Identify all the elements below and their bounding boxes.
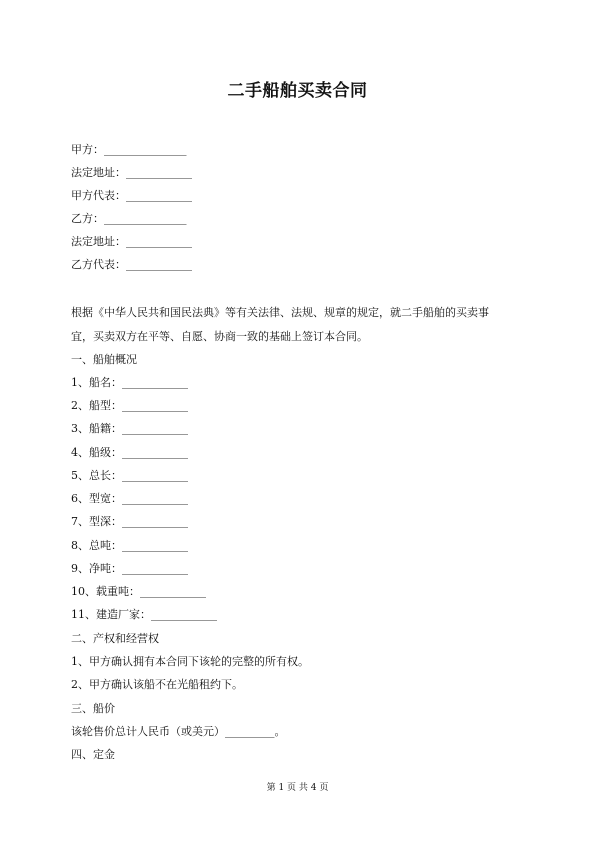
vessel-net-tonnage-line: 9、净吨：____________ [71, 562, 188, 575]
document-title: 二手船舶买卖合同 [227, 81, 368, 101]
page-number-footer: 第 1 页 共 4 页 [266, 783, 329, 793]
vessel-type-line: 2、船型：____________ [71, 399, 188, 412]
vessel-class-line: 4、船级：____________ [71, 446, 188, 459]
ownership-clause-1: 1、甲方确认拥有本合同下该轮的完整的所有权。 [71, 655, 309, 668]
vessel-breadth-line: 6、型宽：____________ [71, 492, 188, 505]
intro-line-2: 宜，买卖双方在平等、自愿、协商一致的基础上签订本合同。 [71, 330, 368, 343]
vessel-builder-line: 11、建造厂家：____________ [71, 608, 217, 621]
ownership-clause-2: 2、甲方确认该船不在光船租约下。 [71, 678, 243, 691]
vessel-name-line: 1、船名：____________ [71, 376, 188, 389]
party-b-line: 乙方：_______________ [71, 212, 187, 225]
section-4-heading: 四、定金 [71, 748, 115, 761]
party-b-address-line: 法定地址：____________ [71, 235, 192, 248]
party-a-representative-line: 甲方代表：____________ [71, 189, 192, 202]
intro-line-1: 根据《中华人民共和国民法典》等有关法律、法规、规章的规定，就二手船舶的买卖事 [71, 306, 489, 319]
vessel-length-line: 5、总长：____________ [71, 469, 188, 482]
vessel-depth-line: 7、型深：____________ [71, 515, 188, 528]
section-1-heading: 一、船舶概况 [71, 353, 137, 366]
vessel-gross-tonnage-line: 8、总吨：____________ [71, 539, 188, 552]
section-2-heading: 二、产权和经营权 [71, 632, 159, 645]
party-a-address-line: 法定地址：____________ [71, 166, 192, 179]
party-b-representative-line: 乙方代表：____________ [71, 258, 192, 271]
price-clause: 该轮售价总计人民币（或美元）_________。 [71, 725, 286, 738]
vessel-registry-line: 3、船籍：____________ [71, 422, 188, 435]
section-3-heading: 三、船价 [71, 702, 115, 715]
vessel-deadweight-line: 10、载重吨：____________ [71, 585, 206, 598]
party-a-line: 甲方：_______________ [71, 143, 187, 156]
